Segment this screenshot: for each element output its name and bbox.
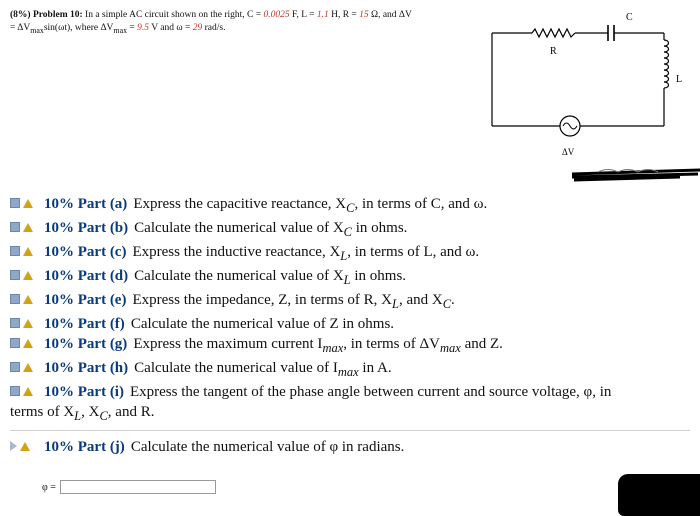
part-description: Express the impedance, Z, in terms of R, $X_L$, and $X_C$.: [132, 292, 455, 311]
label-c: C: [626, 12, 633, 23]
part-i-continuation: [10, 402, 690, 426]
checkbox-icon: [10, 318, 20, 328]
warning-icon: [23, 223, 33, 232]
part-d[interactable]: [10, 266, 690, 290]
part-description: Calculate the numerical value of φ in radians.: [130, 439, 405, 455]
voltage-eq-equals: =: [127, 23, 138, 33]
voltage-sub-max: max: [30, 25, 44, 35]
resistor: [532, 29, 575, 37]
inductor: [664, 40, 669, 88]
capacitance-unit: F, L =: [289, 10, 317, 20]
part-b[interactable]: [10, 218, 690, 242]
voltage-sub-max-2: max: [113, 25, 128, 35]
part-e[interactable]: [10, 290, 690, 314]
part-description: Express the capacitive reactance, $X_C$, in terms of C, and ω.: [133, 196, 488, 215]
answer-label: φ =: [42, 481, 56, 493]
answer-input[interactable]: [60, 480, 216, 494]
warning-icon: [23, 271, 33, 280]
problem-line-1: [10, 9, 470, 22]
part-description: Calculate the numerical value of $X_L$ in ohms.: [134, 268, 407, 287]
inductance-value: 1.1: [316, 10, 329, 20]
part-i-line2: terms of $X_L$, $X_C$, and R.: [10, 404, 155, 423]
warning-icon: [20, 442, 30, 451]
label-av: ΔV: [562, 147, 575, 157]
part-label: 10% Part (e): [44, 292, 127, 308]
warning-icon: [23, 319, 33, 328]
voltage-eq-mid: sin(ωt), where ΔV: [43, 23, 114, 33]
part-h[interactable]: [10, 358, 690, 382]
warning-icon: [23, 199, 33, 208]
part-label: 10% Part (i): [44, 384, 124, 400]
part-description: Express the tangent of the phase angle between current and source voltage, φ, in: [129, 384, 612, 400]
part-j[interactable]: [10, 430, 690, 457]
label-r: R: [550, 46, 557, 57]
part-label: 10% Part (c): [44, 244, 127, 260]
redaction-blob: [618, 474, 700, 516]
part-f[interactable]: [10, 314, 690, 334]
checkbox-icon: [10, 222, 20, 232]
part-c[interactable]: [10, 242, 690, 266]
part-label: 10% Part (j): [44, 439, 125, 455]
expand-icon[interactable]: [10, 441, 17, 451]
part-i[interactable]: [10, 382, 690, 402]
warning-icon: [23, 387, 33, 396]
label-l: L: [676, 74, 683, 85]
resistance-unit: Ω, and ΔV: [368, 10, 412, 20]
part-description: Express the maximum current $I_{max}$, in terms of $\Delta V_{max}$ and Z.: [133, 336, 503, 355]
problem-intro: In a simple AC circuit shown on the right, C =: [85, 10, 264, 20]
vmax-value: 9.5: [137, 23, 150, 33]
part-description: Calculate the numerical value of $I_{max}$ in A.: [134, 360, 392, 379]
checkbox-icon: [10, 294, 20, 304]
problem-number: (8%) Problem 10:: [10, 10, 83, 20]
warning-icon: [23, 247, 33, 256]
problem-line-2: [10, 22, 470, 37]
part-label: 10% Part (b): [44, 220, 129, 236]
omega-value: 29: [192, 23, 203, 33]
part-label: 10% Part (h): [44, 360, 129, 376]
part-description: Calculate the numerical value of Z in ohms.: [130, 316, 395, 332]
problem-statement: [10, 9, 470, 37]
checkbox-icon: [10, 270, 20, 280]
checkbox-icon: [10, 198, 20, 208]
circuit-diagram: [480, 0, 700, 200]
checkbox-icon: [10, 246, 20, 256]
inductance-unit: H, R =: [328, 10, 360, 20]
warning-icon: [23, 295, 33, 304]
part-description: Calculate the numerical value of $X_C$ in ohms.: [134, 220, 408, 239]
part-label: 10% Part (g): [44, 336, 128, 352]
omega-unit: rad/s.: [202, 23, 226, 33]
checkbox-icon: [10, 362, 20, 372]
part-description: Express the inductive reactance, $X_L$, in terms of L, and ω.: [132, 244, 480, 263]
part-a[interactable]: [10, 194, 690, 218]
checkbox-icon: [10, 386, 20, 396]
part-label: 10% Part (f): [44, 316, 125, 332]
parts-list: [10, 194, 690, 457]
capacitance-value: 0.0025: [263, 10, 290, 20]
warning-icon: [23, 363, 33, 372]
part-label: 10% Part (d): [44, 268, 129, 284]
warning-icon: [23, 339, 33, 348]
resistance-value: 15: [359, 10, 369, 20]
voltage-eq-start: = ΔV: [10, 23, 31, 33]
answer-row: [42, 480, 216, 494]
part-g[interactable]: [10, 334, 690, 358]
part-label: 10% Part (a): [44, 196, 128, 212]
checkbox-icon: [10, 338, 20, 348]
vmax-unit: V and ω =: [149, 23, 193, 33]
